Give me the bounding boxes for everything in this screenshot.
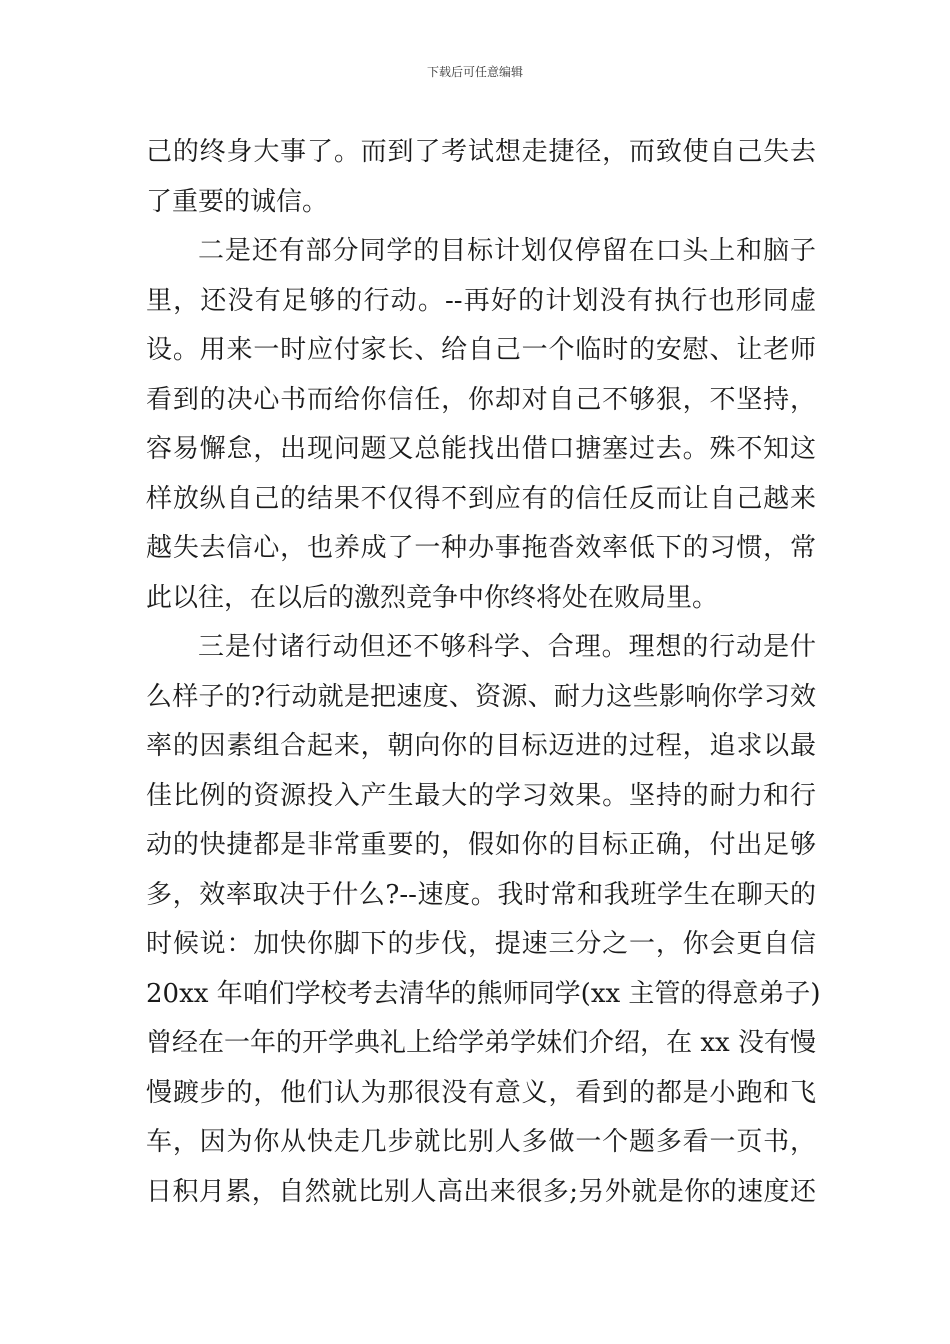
text-line: 二是还有部分同学的目标计划仅停留在口头上和脑子 [198, 236, 816, 266]
text-line: 容易懈怠，出现问题又总能找出借口搪塞过去。殊不知这 [146, 434, 816, 464]
text-line: 此以往，在以后的激烈竞争中你终将处在败局里。 [146, 582, 719, 613]
text-line: 设。用来一时应付家长、给自己一个临时的安慰、让老师 [146, 335, 816, 365]
text-line: 20xx 年咱们学校考去清华的熊师同学(xx 主管的得意弟子) [146, 978, 821, 1009]
page-header: 下载后可任意编辑 [426, 65, 523, 79]
text-line: 三是付诸行动但还不够科学、合理。理想的行动是什 [198, 632, 816, 662]
text-line: 率的因素组合起来，朝向你的目标迈进的过程，追求以最 [146, 731, 816, 761]
text-line: 看到的决心书而给你信任，你却对自己不够狠，不坚持， [146, 384, 816, 415]
text-line: 多，效率取决于什么?--速度。我时常和我班学生在聊天的 [146, 879, 816, 910]
text-line: 佳比例的资源投入产生最大的学习效果。坚持的耐力和行 [146, 780, 816, 811]
text-line: 里，还没有足够的行动。--再好的计划没有执行也形同虚 [146, 285, 816, 316]
text-line: 了重要的诚信。 [146, 186, 329, 217]
text-line: 车，因为你从快走几步就比别人多做一个题多看一页书， [146, 1127, 816, 1157]
text-line: 时候说：加快你脚下的步伐，提速三分之一，你会更自信 [146, 929, 816, 959]
text-line: 动的快捷都是非常重要的，假如你的目标正确，付出足够 [146, 830, 816, 860]
text-line: 慢踱步的，他们认为那很没有意义，看到的都是小跑和飞 [146, 1077, 816, 1108]
text-line: 己的终身大事了。而到了考试想走捷径，而致使自己失去 [146, 137, 816, 167]
document-body [146, 128, 821, 1217]
text-line: 么样子的?行动就是把速度、资源、耐力这些影响你学习效 [146, 681, 816, 712]
text-line: 曾经在一年的开学典礼上给学弟学妹们介绍，在 xx 没有慢 [146, 1028, 816, 1058]
text-line: 样放纵自己的结果不仅得不到应有的信任反而让自己越来 [146, 483, 816, 514]
text-line: 越失去信心，也养成了一种办事拖沓效率低下的习惯，常 [146, 533, 816, 563]
text-line: 日积月累，自然就比别人高出来很多;另外就是你的速度还 [146, 1176, 816, 1207]
